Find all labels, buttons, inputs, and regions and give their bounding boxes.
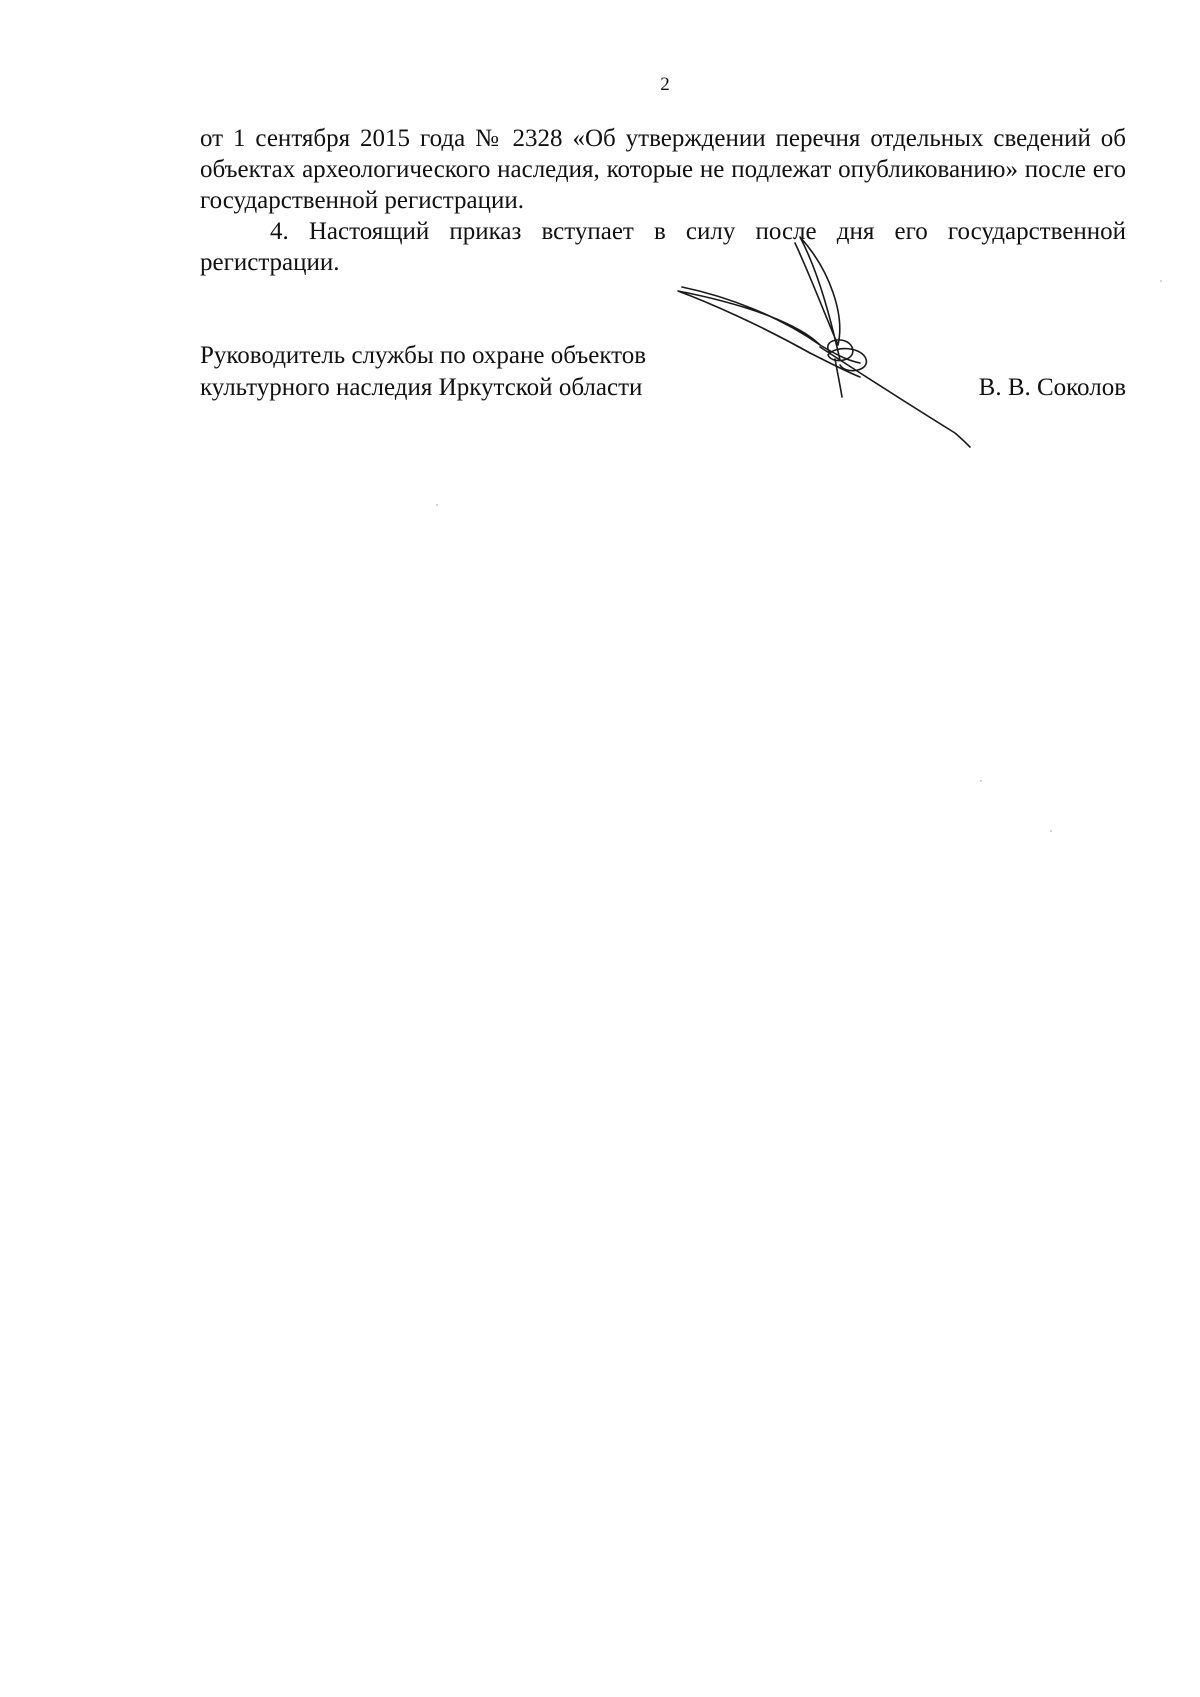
signature-icon [670,235,990,475]
signer-name: В. В. Соколов [978,374,1126,401]
paragraph-continuation: от 1 сентября 2015 года № 2328 «Об утверждении перечня отдельных сведений об объектах археологического наследия, которые не подлежат опубликованию» после его государственной регистрации. [200,125,1126,214]
scan-speck [1160,280,1162,282]
scan-speck [980,780,982,782]
paragraph-item-4: 4. Настоящий приказ вступает в силу после дня его государственной регистрации. [200,218,1126,276]
signer-title-line-1: Руководитель службы по охране объектов [200,342,647,369]
scan-speck [436,504,438,506]
signer-title-line-2: культурного наследия Иркутской области [200,374,643,401]
page-number: 2 [660,74,670,95]
scan-speck [1050,830,1052,832]
